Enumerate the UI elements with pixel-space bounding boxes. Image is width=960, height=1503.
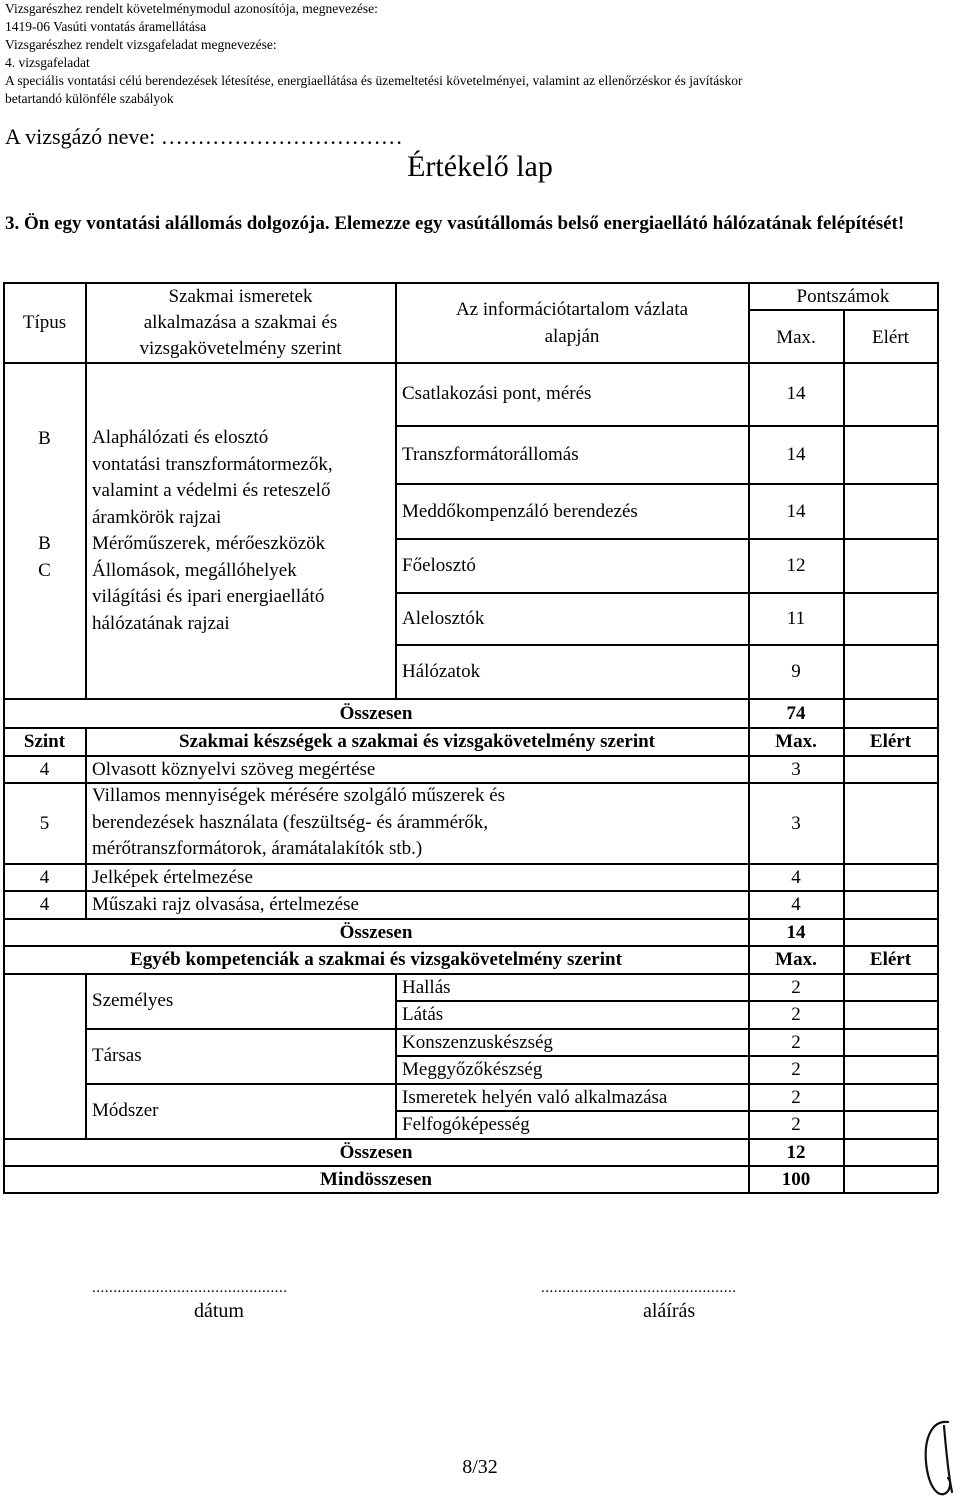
grand-total-max: 100 <box>781 1169 811 1190</box>
competency-max: 2 <box>791 1114 801 1135</box>
document-header <box>5 0 950 108</box>
column-header-pontszamok: Pontszámok <box>796 286 890 307</box>
skill-label: Műszaki rajz olvasása, értelmezése <box>92 894 359 915</box>
info-row-max: 14 <box>786 444 806 465</box>
competency-item: Felfogóképesség <box>402 1114 530 1135</box>
skills-header: Szakmai készségek a szakmai és vizsgakövetelmény szerint <box>179 731 655 752</box>
type-code: B <box>38 533 51 554</box>
competency-item: Látás <box>402 1004 444 1025</box>
date-label: dátum <box>194 1300 244 1322</box>
date-line: .............................................. <box>92 1280 288 1296</box>
page-number: 8/32 <box>462 1456 498 1478</box>
description-line: Állomások, megállóhelyek <box>92 559 297 581</box>
column-header-max: Max. <box>776 327 816 348</box>
info-row-max: 14 <box>786 501 806 522</box>
skill-max: 3 <box>791 759 801 780</box>
type-code: B <box>38 428 51 449</box>
skill-level: 4 <box>39 894 50 915</box>
description-line: világítási és ipari energiaellátó <box>92 586 325 607</box>
grand-total-label: Mindösszesen <box>320 1169 432 1190</box>
competency-max: 2 <box>791 1059 801 1080</box>
competency-group: Módszer <box>92 1100 159 1121</box>
skill-max: 4 <box>791 867 801 888</box>
column-header-max: Max. <box>775 731 817 752</box>
column-header-elert: Elért <box>869 731 912 752</box>
column-header-info <box>396 296 748 350</box>
competency-max: 2 <box>791 1004 801 1025</box>
skill-label-line: mérőtranszformátorok, áramátalakítók stb.) <box>92 838 423 859</box>
header-text: Szakmai ismeretek <box>168 286 313 307</box>
competency-group: Személyes <box>92 990 174 1011</box>
competencies-header: Egyéb kompetenciák a szakmai és vizsgakövetelmény szerint <box>130 949 622 970</box>
info-row-label: Meddőkompenzáló berendezés <box>402 501 638 522</box>
column-header-szakmai <box>86 284 395 362</box>
info-row-max: 11 <box>786 608 806 629</box>
description-line: Alaphálózati és elosztó <box>92 427 269 448</box>
competency-item: Ismeretek helyén való alkalmazása <box>402 1087 668 1108</box>
header-line: Vizsgarészhez rendelt vizsgafeladat megnevezése: <box>5 37 277 52</box>
column-header-max: Max. <box>775 949 817 970</box>
skill-max: 4 <box>791 894 801 915</box>
description-line: Mérőműszerek, mérőeszközök <box>92 533 326 554</box>
competency-max: 2 <box>791 977 801 998</box>
info-row-label: Főelosztó <box>402 555 476 576</box>
header-text: Az információtartalom vázlata <box>455 299 689 320</box>
header-line: betartandó különféle szabályok <box>5 91 174 106</box>
candidate-name-field: A vizsgázó neve: …………………………… <box>5 124 403 149</box>
description-line: áramkörök rajzai <box>92 506 222 528</box>
page-title: Értékelő lap <box>407 150 553 183</box>
header-text: vizsgakövetelmény szerint <box>139 338 342 359</box>
competency-item: Konszenzuskészség <box>402 1032 553 1053</box>
skill-label <box>92 783 505 863</box>
subtotal-label: Összesen <box>339 703 413 724</box>
info-row-max: 9 <box>791 661 801 682</box>
skill-max: 3 <box>791 813 801 834</box>
subtotal-label: Összesen <box>339 922 413 943</box>
info-row-label: Hálózatok <box>402 661 481 682</box>
skill-label: Jelképek értelmezése <box>92 867 253 888</box>
signature-label: aláírás <box>643 1300 696 1322</box>
column-header-elert: Elért <box>869 949 912 970</box>
info-row-label: Transzformátorállomás <box>402 444 579 465</box>
info-row-max: 14 <box>786 383 806 404</box>
handwritten-initial-mark <box>918 1418 956 1498</box>
header-line: 4. vizsgafeladat <box>5 55 90 70</box>
subtotal-max: 12 <box>786 1142 806 1163</box>
competency-item: Hallás <box>402 977 451 998</box>
signature-line: .............................................. <box>541 1280 737 1296</box>
skill-label-line: berendezések használata (feszültség- és árammérők, <box>92 811 489 833</box>
info-row-label: Csatlakozási pont, mérés <box>402 383 592 404</box>
column-header-tipus: Típus <box>22 312 67 333</box>
description-line: valamint a védelmi és reteszelő <box>92 480 331 501</box>
competency-group: Társas <box>92 1045 142 1066</box>
skill-level: 4 <box>39 759 50 780</box>
skill-label: Olvasott köznyelvi szöveg megértése <box>92 759 376 780</box>
task-statement: 3. Ön egy vontatási alállomás dolgozója. Elemezze egy vasútállomás belső energiaellátó hálózatának felépítését! <box>5 213 905 234</box>
header-line: Vizsgarészhez rendelt követelménymodul azonosítója, megnevezése: <box>5 1 378 16</box>
header-text: alkalmazása a szakmai és <box>143 312 338 333</box>
column-header-elert: Elért <box>872 327 909 348</box>
type-code: C <box>38 560 51 581</box>
header-line: A speciális vontatási célú berendezések létesítése, energiaellátása és üzemeltetési követelményei, valamint az ellenőrzéskor és javításkor <box>5 73 743 88</box>
subtotal-max: 14 <box>786 922 806 943</box>
skill-level: 4 <box>39 867 50 888</box>
subtotal-max: 74 <box>786 703 806 724</box>
skill-description <box>92 425 333 637</box>
description-line: hálózatának rajzai <box>92 612 230 634</box>
info-row-max: 12 <box>786 555 806 576</box>
skill-level: 5 <box>39 813 50 834</box>
description-line: vontatási transzformátormezők, <box>92 453 333 475</box>
column-header-szint: Szint <box>23 731 66 752</box>
subtotal-label: Összesen <box>339 1142 413 1163</box>
skill-label-line: Villamos mennyiségek mérésére szolgáló műszerek és <box>92 785 506 806</box>
competency-max: 2 <box>791 1087 801 1108</box>
header-line: 1419-06 Vasúti vontatás áramellátása <box>5 19 207 34</box>
competency-max: 2 <box>791 1032 801 1053</box>
info-row-label: Alelosztók <box>402 608 485 629</box>
header-text: alapján <box>544 326 600 347</box>
competency-item: Meggyőzőkészség <box>402 1059 543 1080</box>
